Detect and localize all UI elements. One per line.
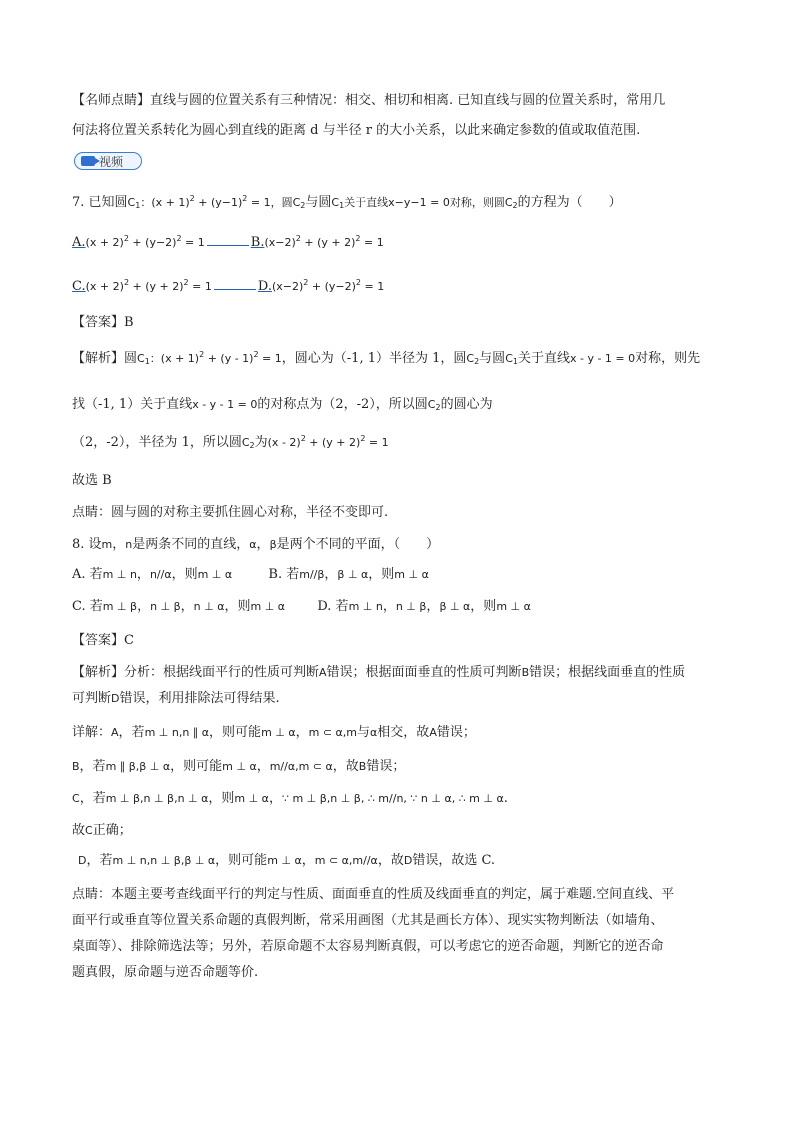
answer-8: 【答案】C [72, 633, 134, 648]
solution-8-line-4: B，若m ∥ β,β ⊥ α，则可能m ⊥ α，m//α,m ⊂ α，故B错误； [72, 759, 406, 774]
tip-8-line-3: 桌面等）、排除筛选法等；另外，若原命题不太容易判断真假，可以考虑它的逆否命题，判断它的逆否命 [72, 939, 664, 954]
tip-7: 点睛：圆与圆的对称主要抓住圆心对称，半径不变即可. [72, 505, 389, 520]
video-button[interactable] [74, 152, 142, 170]
solution-7-line-2: 找（-1, 1）关于直线x - y - 1 = 0的对称点为（2，-2），所以圆$C_2$的圆心为 [72, 397, 493, 412]
choose-7: 故选 B [72, 473, 112, 488]
option-a-label: A. [72, 235, 86, 250]
tip-8-line-4: 题真假，原命题与逆否命题等价. [72, 965, 259, 980]
option-8-cd: C. 若m ⊥ β，n ⊥ β，n ⊥ α，则m ⊥ α D. 若m ⊥ n，n ⊥ β，β ⊥ α，则m ⊥ α [72, 599, 531, 614]
option-c-blank [214, 279, 256, 290]
solution-8-line-7: D，若m ⊥ n,n ⊥ β,β ⊥ α，则可能m ⊥ α，m ⊂ α,m//α，故D错误，故选 C. [78, 853, 496, 868]
tip-line-1: 【名师点睛】直线与圆的位置关系有三种情况：相交、相切和相离. 已知直线与圆的位置关系时，常用几 [72, 93, 666, 108]
solution-8-line-2: 可判断D错误，利用排除法可得结果. [72, 691, 280, 706]
tip-8-line-1: 点睛：本题主要考查线面平行的判定与性质、面面垂直的性质及线面垂直的判定，属于难题.空间直线、平 [72, 887, 675, 902]
solution-7-line-3: （2，-2），半径为 1，所以圆$C_2$为$(x - 2)^2 + (y + 2)^2 = 1$ [72, 434, 389, 450]
option-8-ab: A. 若m ⊥ n，n//α，则m ⊥ α B. 若m//β，β ⊥ α，则m ⊥ α [72, 567, 429, 582]
video-label: 视频 [99, 154, 124, 169]
tip-line-2: 何法将位置关系转化为圆心到直线的距离 d 与半径 r 的大小关系，以此来确定参数的值或取值范围. [72, 123, 641, 138]
solution-7-line-1: 【解析】圆$C_1$：$(x + 1)^2 + (y - 1)^2 = 1$，圆心为（-1, 1）半径为 1，圆$C_2$与圆$C_1$关于直线x - y - 1 = 0对称，则先 [72, 350, 701, 366]
video-camera-icon [81, 156, 95, 166]
tip-8-line-2: 面平行或垂直等位置关系命题的真假判断，常采用画图（尤其是画长方体）、现实实物判断法（如墙角、 [72, 913, 664, 928]
solution-8-line-5: C，若m ⊥ β,n ⊥ β,n ⊥ α，则m ⊥ α，∵ m ⊥ β,n ⊥ β, ∴ m//n, ∵ n ⊥ α, ∴ m ⊥ α. [72, 791, 508, 806]
option-7-cd: $C.(x + 2)^2 + (y + 2)^2 = 1$ $D.(x-2)^2 + (y-2)^2 = 1$ [72, 278, 385, 294]
solution-8-line-6: 故C正确； [72, 823, 132, 838]
solution-8-line-1: 【解析】分析：根据线面平行的性质可判断A错误；根据面面垂直的性质可判断B错误；根据线面垂直的性质 [72, 665, 686, 680]
solution-8-line-3: 详解：A，若m ⊥ n,n ∥ α，则可能m ⊥ α，m ⊂ α,m与α相交，故A错误； [72, 725, 476, 740]
option-c-label: C. [72, 279, 86, 294]
answer-7: 【答案】B [72, 315, 134, 330]
option-a-blank [207, 235, 249, 246]
question-7: 7. 已知圆$C_1$：$(x + 1)^2 + (y-1)^2 = 1$，圆$C_2$与圆$C_1$关于直线x−y−1 = 0对称，则圆$C_2$的方程为（ ） [72, 194, 622, 210]
question-8: 8. 设m，n是两条不同的直线，α，β是两个不同的平面，（ ） [72, 537, 440, 552]
option-b-label: B. [250, 235, 265, 250]
option-7-ab: $A.(x + 2)^2 + (y-2)^2 = 1$ $B.(x-2)^2 + (y + 2)^2 = 1$ [72, 234, 384, 250]
option-d-label: D. [257, 279, 272, 294]
